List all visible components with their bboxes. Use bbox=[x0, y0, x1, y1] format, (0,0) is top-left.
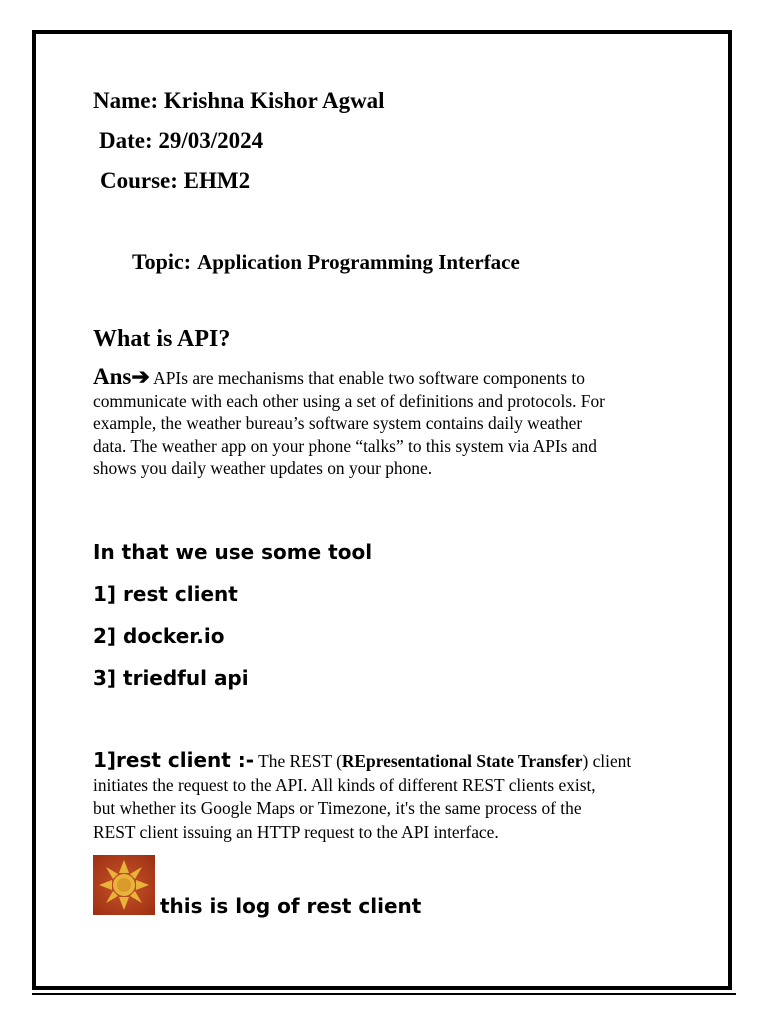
rest-client-line-3: but whether its Google Maps or Timezone, it's the same process of the bbox=[93, 798, 582, 818]
tool-item-2: 2] docker.io bbox=[93, 624, 225, 648]
tool-item-3: 3] triedful api bbox=[93, 666, 249, 690]
rest-client-line-2: initiates the request to the API. All kinds of different REST clients exist, bbox=[93, 774, 596, 795]
answer-line-3: example, the weather bureau’s software system contains daily weather bbox=[93, 413, 583, 434]
answer-paragraph bbox=[93, 366, 693, 480]
tool-item-1: 1] rest client bbox=[93, 582, 238, 606]
rest-client-paragraph bbox=[93, 749, 693, 844]
logo-caption: this is log of rest client bbox=[160, 894, 422, 918]
topic-label: Topic: bbox=[132, 249, 192, 274]
answer-label: Ans bbox=[93, 364, 132, 389]
course: Course: EHM2 bbox=[100, 168, 251, 193]
rest-client-bold: REpresentational State Transfer bbox=[341, 751, 583, 771]
rest-client-line-4: REST client issuing an HTTP request to the API interface. bbox=[93, 821, 499, 842]
page-border-bottom-line bbox=[32, 993, 736, 995]
question-heading: What is API? bbox=[93, 326, 231, 352]
answer-line-4: data. The weather app on your phone “talks” to this system via APIs and bbox=[93, 435, 597, 456]
answer-line-2: communicate with each other using a set of definitions and protocols. For bbox=[93, 390, 605, 411]
rest-client-text-2: ) client bbox=[582, 751, 632, 771]
student-name: Name: Krishna Kishor Agwal bbox=[93, 88, 385, 113]
rest-client-text-1: The REST ( bbox=[254, 751, 342, 771]
rest-client-heading: 1]rest client :- bbox=[93, 748, 255, 772]
tools-heading: In that we use some tool bbox=[93, 540, 373, 564]
topic-line bbox=[132, 249, 520, 275]
sun-logo-icon bbox=[93, 855, 155, 915]
topic-value: Application Programming Interface bbox=[197, 250, 520, 274]
date: Date: 29/03/2024 bbox=[99, 128, 264, 153]
arrow-icon: ➔ bbox=[131, 364, 150, 389]
answer-line-1: APIs are mechanisms that enable two software components to bbox=[149, 368, 585, 388]
answer-line-5: shows you daily weather updates on your phone. bbox=[93, 458, 433, 479]
